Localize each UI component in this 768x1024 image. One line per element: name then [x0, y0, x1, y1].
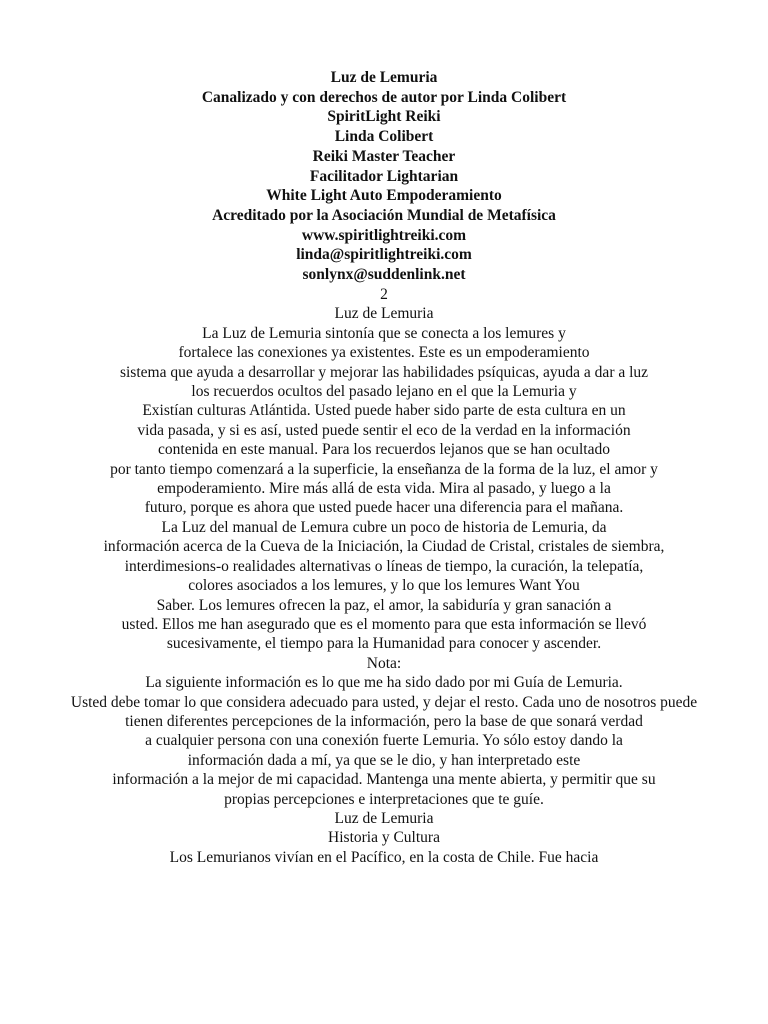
note-heading: Nota: [366, 654, 402, 672]
organization-name: SpiritLight Reiki [327, 108, 441, 126]
text-line: contenida en este manual. Para los recuerdos lejanos que se han ocultado [158, 441, 610, 459]
text-line: Usted debe tomar lo que considera adecuado para usted, y dejar el resto. Cada uno de nosotros puede [70, 693, 698, 711]
text-line: tienen diferentes percepciones de la información, pero la base de que sonará verdad [125, 712, 643, 730]
author-credential: White Light Auto Empoderamiento [266, 187, 502, 205]
text-line: La Luz del manual de Lemura cubre un poco de historia de Lemuria, da [161, 518, 607, 536]
copyright-line: Canalizado y con derechos de autor por Linda Colibert [201, 88, 567, 106]
document-title: Luz de Lemuria [330, 69, 438, 86]
email-address: sonlynx@suddenlink.net [302, 266, 466, 284]
accreditation-line: Acreditado por la Asociación Mundial de Metafísica [212, 206, 556, 224]
text-line: sistema que ayuda a desarrollar y mejorar las habilidades psíquicas, ayuda a dar a luz [119, 363, 649, 381]
author-credential: Reiki Master Teacher [312, 147, 456, 165]
text-line: por tanto tiempo comenzará a la superficie, la enseñanza de la forma de la luz, el amor y [110, 460, 658, 478]
text-line: vida pasada, y si es así, usted puede sentir el eco de la verdad en la información [137, 421, 631, 439]
text-line: La siguiente información es lo que me ha sido dado por mi Guía de Lemuria. [145, 674, 623, 692]
text-line: Existían culturas Atlántida. Usted puede haber sido parte de esta cultura en un [142, 402, 626, 420]
text-line: información a la mejor de mi capacidad. Mantenga una mente abierta, y permitir que su [112, 771, 656, 789]
text-line: Los Lemurianos vivían en el Pacífico, en la costa de Chile. Fue hacia [169, 848, 599, 866]
website-link: www.spiritlightreiki.com [301, 226, 467, 244]
title-block [0, 68, 768, 285]
text-line: empoderamiento. Mire más allá de esta vida. Mira al pasado, y luego a la [157, 480, 611, 498]
text-line: fortalece las conexiones ya existentes. Este es un empoderamiento [178, 344, 590, 362]
text-line: información acerca de la Cueva de la Iniciación, la Ciudad de Cristal, cristales de siembra, [103, 538, 665, 556]
text-line: La Luz de Lemuria sintonía que se conecta a los lemures y [202, 324, 566, 342]
text-line: interdimesions-o realidades alternativas o líneas de tiempo, la curación, la telepatía, [124, 557, 644, 575]
email-address: linda@spiritlightreiki.com [296, 246, 472, 264]
section-heading: Luz de Lemuria [334, 809, 434, 827]
author-name: Linda Colibert [334, 128, 434, 146]
text-line: usted. Ellos me han asegurado que es el momento para que esta información se llevó [121, 615, 647, 633]
text-line: colores asociados a los lemures, y lo que los lemures Want You [188, 577, 580, 595]
text-line: futuro, porque es ahora que usted puede hacer una diferencia para el mañana. [144, 499, 624, 517]
section-heading: Luz de Lemuria [334, 305, 434, 323]
text-line: información dada a mí, ya que se le dio, y han interpretado este [187, 751, 581, 769]
page-number: 2 [380, 286, 388, 303]
text-line: propias percepciones e interpretaciones que te guíe. [224, 790, 544, 808]
section-subheading: Historia y Cultura [328, 829, 440, 847]
text-line: a cualquier persona con una conexión fuerte Lemuria. Yo sólo estoy dando la [145, 732, 623, 750]
author-credential: Facilitador Lightarian [309, 167, 459, 185]
text-line: sucesivamente, el tiempo para la Humanidad para conocer y ascender. [166, 635, 602, 653]
text-line: los recuerdos ocultos del pasado lejano en el que la Lemuria y [191, 383, 577, 401]
text-line: Saber. Los lemures ofrecen la paz, el amor, la sabiduría y gran sanación a [156, 596, 612, 614]
body-text [40, 285, 728, 867]
